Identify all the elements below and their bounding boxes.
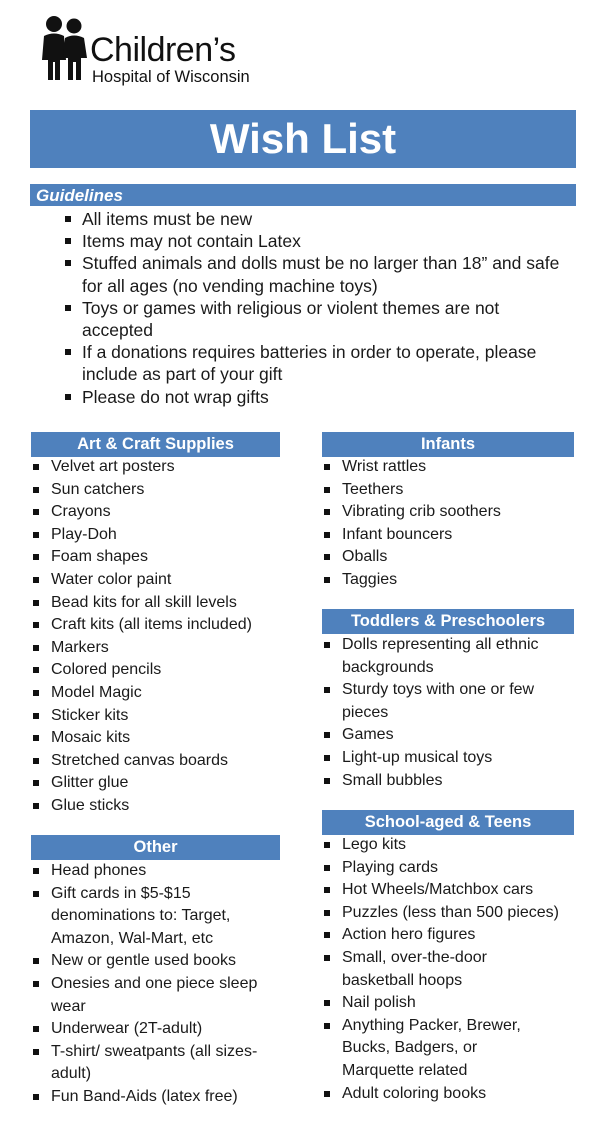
list-item: Wrist rattles	[322, 456, 584, 479]
children-silhouette-icon	[38, 14, 90, 82]
list-item: Glue sticks	[31, 795, 293, 818]
list-item: Crayons	[31, 501, 293, 524]
list-item: Small, over-the-door basketball hoops	[322, 947, 584, 992]
list-item: Sticker kits	[31, 705, 293, 728]
list-item: Items may not contain Latex	[62, 230, 562, 252]
list-item: Velvet art posters	[31, 456, 293, 479]
guidelines-list	[62, 208, 562, 408]
list-item: Toys or games with religious or violent themes are not accepted	[62, 297, 562, 341]
list-item: Games	[322, 724, 567, 747]
list-item: Mosaic kits	[31, 727, 293, 750]
teens-section-heading: School-aged & Teens	[322, 810, 574, 835]
list-item: If a donations requires batteries in order to operate, please include as part of your gift	[62, 341, 562, 385]
list-item: Sturdy toys with one or few pieces	[322, 679, 567, 724]
list-item: Please do not wrap gifts	[62, 386, 562, 408]
list-item: Adult coloring books	[322, 1083, 584, 1106]
list-item: Gift cards in $5-$15 denominations to: Target, Amazon, Wal-Mart, etc	[31, 883, 281, 951]
art-supplies-list	[31, 456, 293, 818]
list-item: Foam shapes	[31, 546, 293, 569]
teens-list	[322, 834, 584, 1105]
list-item: Hot Wheels/Matchbox cars	[322, 879, 584, 902]
guidelines-heading: Guidelines	[30, 184, 576, 206]
list-item: Model Magic	[31, 682, 293, 705]
list-item: Light-up musical toys	[322, 747, 567, 770]
list-item: All items must be new	[62, 208, 562, 230]
toddlers-list	[322, 634, 567, 792]
list-item: Underwear (2T-adult)	[31, 1018, 281, 1041]
list-item: Play-Doh	[31, 524, 293, 547]
other-section-heading: Other	[31, 835, 280, 860]
list-item: Small bubbles	[322, 770, 567, 793]
hospital-logo	[38, 14, 298, 86]
logo-subtitle: Hospital of Wisconsin	[92, 68, 250, 86]
list-item: Puzzles (less than 500 pieces)	[322, 902, 584, 925]
list-item: Oballs	[322, 546, 584, 569]
list-item: Craft kits (all items included)	[31, 614, 293, 637]
list-item: New or gentle used books	[31, 950, 281, 973]
list-item: Water color paint	[31, 569, 293, 592]
list-item: Onesies and one piece sleep wear	[31, 973, 281, 1018]
list-item: Fun Band-Aids (latex free)	[31, 1086, 281, 1109]
list-item: Dolls representing all ethnic backgrounds	[322, 634, 567, 679]
list-item: Head phones	[31, 860, 281, 883]
list-item: Bead kits for all skill levels	[31, 592, 293, 615]
list-item: Colored pencils	[31, 659, 293, 682]
list-item: Vibrating crib soothers	[322, 501, 584, 524]
list-item: Lego kits	[322, 834, 584, 857]
list-item: Teethers	[322, 479, 584, 502]
list-item: Sun catchers	[31, 479, 293, 502]
list-item: Action hero figures	[322, 924, 584, 947]
list-item: Stretched canvas boards	[31, 750, 293, 773]
list-item: Stuffed animals and dolls must be no larger than 18” and safe for all ages (no vending machine toys)	[62, 252, 562, 296]
list-item: Infant bouncers	[322, 524, 584, 547]
list-item: Markers	[31, 637, 293, 660]
infants-list	[322, 456, 584, 592]
art-section-heading: Art & Craft Supplies	[31, 432, 280, 457]
list-item: Anything Packer, Brewer, Bucks, Badgers, or Marquette related	[322, 1015, 584, 1083]
list-item: Taggies	[322, 569, 584, 592]
logo-name: Children’s	[90, 31, 236, 69]
other-list	[31, 860, 281, 1109]
list-item: Nail polish	[322, 992, 584, 1015]
list-item: Playing cards	[322, 857, 584, 880]
infants-section-heading: Infants	[322, 432, 574, 457]
list-item: T-shirt/ sweatpants (all sizes- adult)	[31, 1041, 281, 1086]
list-item: Glitter glue	[31, 772, 293, 795]
page-title: Wish List	[30, 110, 576, 168]
toddlers-section-heading: Toddlers & Preschoolers	[322, 609, 574, 634]
